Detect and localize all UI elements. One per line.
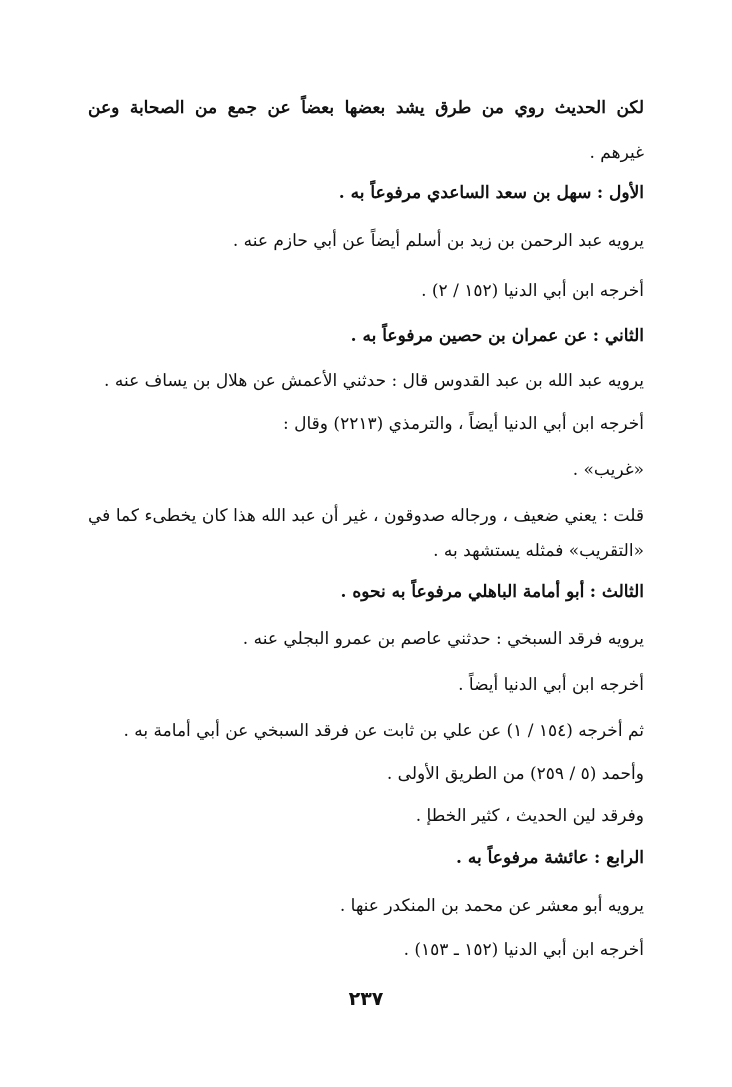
text-line: «التقريب» فمثله يستشهد به .	[433, 541, 644, 561]
text-line: غيرهم .	[589, 143, 644, 163]
text-line	[456, 846, 644, 870]
text-line: لكن الحديث روي من طرق يشد بعضها بعضاً عن جمع من الصحابة وعن	[88, 98, 644, 118]
text-line: أخرجه ابن أبي الدنيا (١٥٢ / ٢) .	[421, 281, 644, 301]
page-number: ٢٣٧	[348, 988, 384, 1010]
heading-first-text: سهل بن سعد الساعدي مرفوعاً به .	[338, 183, 592, 203]
heading-third-text: أبو أمامة الباهلي مرفوعاً به نحوه .	[340, 582, 585, 602]
text-line: يرويه عبد الله بن عبد القدوس قال : حدثني الأعمش عن هلال بن يساف عنه .	[104, 371, 644, 391]
text-line: أخرجه ابن أبي الدنيا أيضاً .	[458, 675, 644, 695]
text-line: يرويه أبو معشر عن محمد بن المنكدر عنها .	[339, 896, 644, 916]
text-line: «غريب» .	[572, 460, 644, 480]
heading-second-text: عن عمران بن حصين مرفوعاً به .	[350, 326, 588, 346]
text-line	[339, 181, 644, 205]
text-line: أخرجه ابن أبي الدنيا أيضاً ، والترمذي (٢٢١٣) وقال :	[283, 414, 644, 434]
text-line: يرويه عبد الرحمن بن زيد بن أسلم أيضاً عن أبي حازم عنه .	[232, 231, 644, 251]
heading-fourth-text: عائشة مرفوعاً به .	[456, 848, 589, 868]
text-line: يرويه فرقد السبخي : حدثني عاصم بن عمرو البجلي عنه .	[242, 629, 644, 649]
heading-fourth: الرابع :	[594, 848, 644, 868]
text-line: وفرقد لين الحديث ، كثير الخطإ .	[415, 806, 644, 826]
text-line: قلت : يعني ضعيف ، ورجاله صدوقون ، غير أن عبد الله هذا كان يخطىء كما في	[88, 506, 644, 526]
heading-second: الثاني :	[592, 326, 644, 346]
heading-first: الأول :	[596, 183, 644, 203]
text-line: ثم أخرجه (١٥٤ / ١) عن علي بن ثابت عن فرقد السبخي عن أبي أمامة به .	[123, 721, 644, 741]
text-line	[351, 324, 644, 348]
heading-third: الثالث :	[589, 582, 644, 602]
text-line: وأحمد (٥ / ٢٥٩) من الطريق الأولى .	[386, 764, 644, 784]
text-line	[340, 580, 644, 604]
text-line: أخرجه ابن أبي الدنيا (١٥٢ ـ ١٥٣) .	[403, 940, 644, 960]
